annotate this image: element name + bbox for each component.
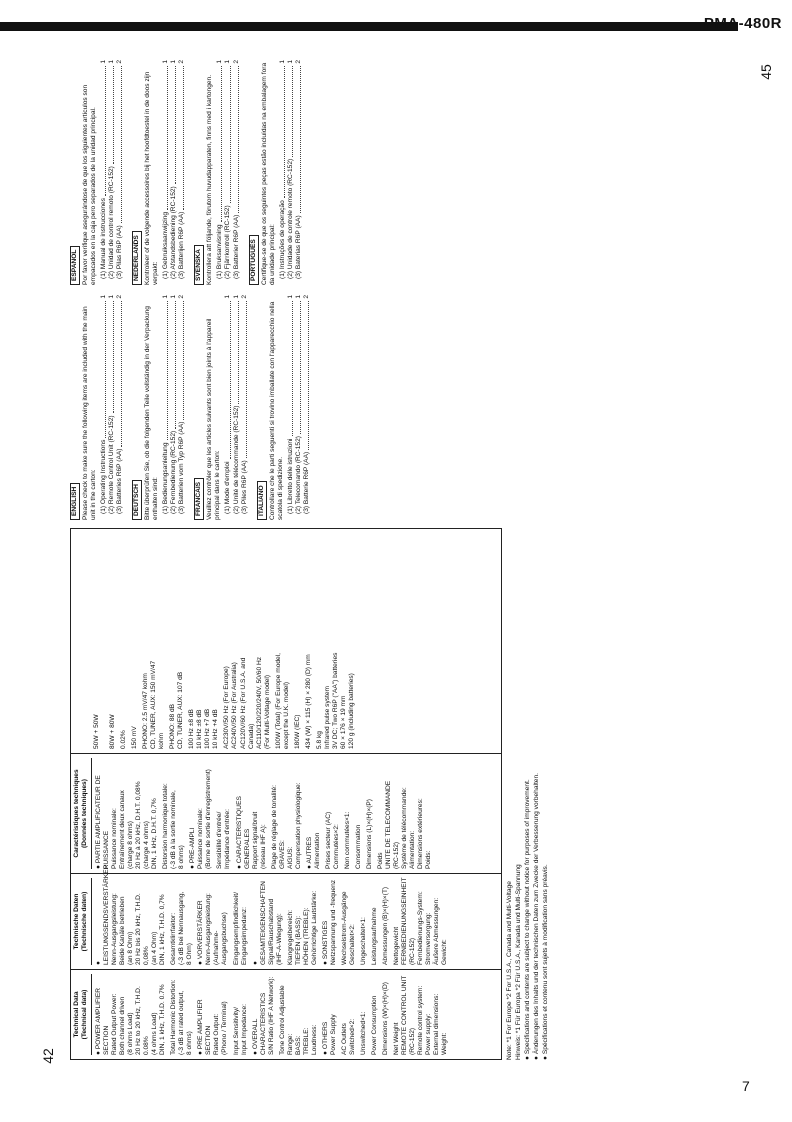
spec-col-english xyxy=(71,969,501,1059)
lang-item-label: (3) Baterias R6P (AA) xyxy=(294,215,302,279)
leader-dots xyxy=(224,66,230,204)
lang-item-label: (2) Fjärrkontroll (RC-152) xyxy=(224,205,232,279)
lang-item-qty: 1 xyxy=(224,60,232,64)
leader-dots xyxy=(295,66,301,214)
spec-row-english: Input Sensitivity/ Input Impedance: xyxy=(232,1004,248,1055)
lang-block xyxy=(70,295,124,520)
spec-row-value: PHONO: 2.5 mV/47 kohm CD, TUNER, AUX: 150 mV/47 kohm xyxy=(142,660,166,749)
lang-heading: NEDERLANDS xyxy=(132,231,142,285)
lang-heading: ITALIANO xyxy=(257,481,267,520)
spec-row-english: ● OVERALL CHARACTERISTICS S/N Ratio (IHF A Network): xyxy=(251,976,275,1055)
lang-intro: Por favor verifique asegurándose de que los siguientes artículos son empacados en la caja pero separados de la unidad principal. xyxy=(82,84,98,285)
lang-item xyxy=(224,60,232,285)
lang-heading: SVENSKA xyxy=(194,245,204,285)
spec-note: ● Spécifications et contenu sont sujets à modification sans préavis. xyxy=(542,864,550,1060)
lang-block xyxy=(194,60,240,285)
lang-item-label: (2) Unité de télécommande (RC-152) xyxy=(232,405,240,514)
rotated-content xyxy=(70,60,730,1060)
leader-dots xyxy=(108,66,114,164)
spec-row-english: ● POWER AMPLIFIER SECTION Rated Output Power: Both channel driven (8 ohms Load) 20 Hz to 20 kHz, T.H.D. 0.08% (4 ohms Load) DIN, 1 kHz, T.H.D. 0.7% xyxy=(95,984,167,1055)
spec-row-german: Nettogewicht FERNBEDIENUNGSEINHEIT (RC-152) Fernbedienungs-System: Stromversorgung: Äußere Abmessungen: Gewicht: xyxy=(393,877,449,965)
leader-dots xyxy=(108,301,114,414)
lang-item xyxy=(224,295,232,520)
lang-item-label: (3) Piles R6P (AA) xyxy=(240,460,248,514)
model-name: PMA-480R xyxy=(703,15,782,32)
spec-row-english: ● PRE AMPLIFIER SECTION Rated Output: (Phono / Terminal) xyxy=(197,999,229,1055)
lang-item-qty: 1 xyxy=(162,295,170,299)
lang-intro: Veuillez contrôler que les articles suivants sont bien joints à l'appareil principal dans le carton: xyxy=(206,318,222,520)
lang-block xyxy=(70,60,124,285)
spec-row-german: Eingangsempfindlichkeit/ Eingangsimpedanz: xyxy=(232,892,248,965)
spec-row-english: Net Weight REMOTE CONTROL UNIT (RC-152) Remote control system: Power supply: External dimensions: Weight: xyxy=(393,975,449,1055)
spec-row-french: Consommation xyxy=(354,824,362,869)
lang-item xyxy=(162,60,170,285)
spec-row-value: 180W (IEC) xyxy=(293,714,301,749)
lang-item-qty: 1 xyxy=(294,295,302,299)
lang-item-label: (3) Batterien vom Typ R6P (AA) xyxy=(178,421,186,514)
spec-row-german: Ungeschaltet×1: xyxy=(359,917,367,965)
lang-item-label: (1) Instruções de operação xyxy=(278,200,286,279)
header-rule xyxy=(0,22,738,31)
lang-item xyxy=(108,295,116,520)
lang-item-qty: 2 xyxy=(232,60,240,64)
spec-row-german: ● GESAMTEIGENSCHAFTEN Signal/Rauschabstand (IHF-A-Wiegung): xyxy=(251,881,283,965)
lang-item-qty: 2 xyxy=(302,295,310,299)
spec-row-value: 434 (W) × 115 (H) × 280 (D) mm xyxy=(304,654,312,749)
lang-block xyxy=(132,295,186,520)
leader-dots xyxy=(233,66,239,213)
spec-row-value: 50W + 50W 80W + 80W xyxy=(93,714,117,749)
leader-dots xyxy=(162,66,168,210)
leader-dots xyxy=(170,301,176,429)
leader-dots xyxy=(233,301,239,404)
leader-dots xyxy=(116,66,122,224)
lang-block xyxy=(132,60,186,285)
lang-item xyxy=(170,295,178,520)
lang-intro: Controllare che le parti seguenti si trovino imballate con l'apparecchio nella scatola di spedizione. xyxy=(268,301,284,520)
leader-dots xyxy=(287,301,293,437)
lang-intro: Bitte überprüfen Sie, ob die folgenden Teile vollständig in der Verpackung enthalten sind: xyxy=(144,306,160,520)
spec-note: Hinweis: *1 Für Europa *2 Für U.S.A., Kanada und Multi-Spannung xyxy=(515,864,523,1060)
lang-heading: ESPAÑOL xyxy=(70,246,80,285)
lang-item-label: (3) Batteries R6P (AA) xyxy=(116,448,124,514)
lang-item xyxy=(287,60,295,285)
spec-row-french: Plage de réglage de tonalité: GRAVES: AIGUS: Compensation physiologique: xyxy=(270,782,302,869)
lang-item-label: (2) Unidade de controle remoto (RC-152) xyxy=(286,158,294,279)
spec-row-german: Gesamtklirrfaktor: (-3 dB bei Nennausgang, 8 Ohm) xyxy=(170,891,194,965)
lang-item-qty: 1 xyxy=(170,295,178,299)
spec-row-german: Leistungsaufnahme xyxy=(370,907,378,965)
lang-item-label: (1) Manual de instrucciones xyxy=(100,198,108,279)
lang-item-qty: 2 xyxy=(240,295,248,299)
lang-item xyxy=(279,60,287,285)
spec-row-german: Abmessungen (B)×(H)×(T) xyxy=(382,886,389,965)
spec-head-german: Technische Daten (Technische daten) xyxy=(73,878,92,965)
leader-dots xyxy=(216,66,222,223)
lang-item-label: (3) Pilas R6P (AA) xyxy=(116,225,124,279)
leader-dots xyxy=(100,301,106,438)
spec-row-value: 150 mV xyxy=(131,726,139,749)
lang-item-qty: 2 xyxy=(294,60,302,64)
spec-row-french: Distorsion harmonique totale: (-3 dB à la sortie nominale, 8 ohms) xyxy=(162,783,186,869)
spec-note: Note: *1 For Europe *2 For U.S.A., Canada and Multi-Voltage xyxy=(506,881,513,1060)
lang-item-qty: 1 xyxy=(216,60,224,64)
leader-dots xyxy=(178,301,184,420)
lang-intro: Kontroleer of de volgende accessoires bij het hoofdtoestel in de doos zijn verpakt: xyxy=(144,71,160,285)
lang-item xyxy=(303,295,311,520)
lang-item-label: (1) Mode d'emploi xyxy=(224,461,232,514)
spec-row-value: 100W (Total) (For Europe model, except the U.K. model) xyxy=(274,652,290,749)
spec-row-english: Unswitched×1: xyxy=(359,1011,367,1055)
lang-item-label: (2) Unidad de control remoto (RC-152) xyxy=(108,166,116,279)
lang-item-qty: 1 xyxy=(100,295,108,299)
lang-item-qty: 1 xyxy=(108,295,116,299)
lang-item-label: (3) Batterier R6P (AA) xyxy=(232,214,240,279)
spec-row-value: 0.02% xyxy=(120,730,128,749)
spec-row-french: ● CARACTERISTIQUES GENERALES Rapport signal/bruit (réseau IHF A): xyxy=(235,796,267,869)
lang-item-label: (3) Batterie R6P (AA) xyxy=(302,451,310,514)
spec-notes xyxy=(506,530,551,1060)
lang-heading: ENGLISH xyxy=(70,483,80,520)
leader-dots xyxy=(170,66,176,185)
spec-row-english: Power Consumption xyxy=(370,995,378,1055)
lang-item xyxy=(287,295,295,520)
lang-col-left xyxy=(70,295,319,520)
lang-item-qty: 2 xyxy=(178,295,186,299)
lang-item-label: (1) Operating Instructions xyxy=(100,439,108,514)
lang-item xyxy=(178,295,186,520)
leader-dots xyxy=(241,301,247,459)
spec-row-german: ● LEISTUNGSENDSVERSTÄRKER Nenn-Ausgangsleistung: Beide Kanäle betrieben (an 8 Ohm) 20 Hz bis 20 kHz, T.H.D. 0,08% (an 4 Ohm) DIN, 1 kHz, T.H.D. 0,7% xyxy=(95,864,167,965)
spec-col-values xyxy=(71,529,501,753)
lang-item-label: (3) Batterijen R6P (AA) xyxy=(178,211,186,279)
lang-heading: PORTUGUÊS xyxy=(249,235,259,285)
lang-block xyxy=(194,295,248,520)
lang-item-qty: 2 xyxy=(116,295,124,299)
lang-block xyxy=(249,60,303,285)
lang-item xyxy=(241,295,249,520)
lang-item-qty: 2 xyxy=(178,60,186,64)
leader-dots xyxy=(116,301,122,447)
lang-item xyxy=(295,60,303,285)
lang-item-label: (1) Bruksanvisning xyxy=(216,224,224,279)
spec-row-value: 5.8 kg Infrared pulse system 3V DC; Two R6P ("AA") batteries 60 × 176 × 19 mm 120 g (including batteries) xyxy=(315,652,355,749)
leader-dots xyxy=(287,66,293,157)
spec-row-german: ● VORVERSTÄRKER Nenn-Ausgangsleistung: (Aufnahme-Ausgangsbuchse) xyxy=(197,893,229,965)
spec-row-german: Klangregelbereich: TIEFEN (BASS): HÖHEN (TREBLE): Gehörrichtige Lautstärke: xyxy=(286,890,318,965)
page-number-bottom-right: 7 xyxy=(742,1078,750,1094)
spec-note: ● Änderungen des Inhalts und der technischen Daten zum Zwecke der Verbesserung vorbehalten. xyxy=(533,773,541,1060)
spec-table xyxy=(70,528,502,1060)
spec-note: ● Specifications and contents are subject to change without notice for purposes of improvement. xyxy=(524,779,532,1060)
lang-heading: FRANCAIS xyxy=(194,478,204,520)
lang-item-qty: 1 xyxy=(162,60,170,64)
lang-intro: Please check to make sure the following items are included with the main unit in the carton: xyxy=(82,306,98,520)
spec-row-value: AC230V/50 Hz (For Europe) AC240V/50 Hz (For Australia) AC120V/60 Hz (For U.S.A. and Canada) AC110/120/220/240V, 50/60 Hz (For Multi-Voltage model) xyxy=(223,656,271,749)
lang-item-label: (2) Fernbedienung (RC-152) xyxy=(170,430,178,514)
spec-col-german xyxy=(71,864,501,969)
lang-item-label: (1) Bedienungsanleitung xyxy=(162,442,170,514)
lang-item-qty: 1 xyxy=(100,60,108,64)
spec-row-value: PHONO: 88 dB CD, TUNER, AUX: 107 dB xyxy=(169,671,185,749)
spec-row-french: ● PARTIE AMPLIFICATEUR DE PUISSANCE Puissance nominale: Entraînement deux canaux (charge 8 ohms) 20 Hz à 20 kHz, D.H.T. 0,08% (charge 4 ohms) DIN, 1 kHz, D.H.T. 0,7% xyxy=(95,775,159,869)
spec-row-value: 100 Hz ±8 dB 10 kHz ±8 dB 100 Hz +7 dB 10 kHz +4 dB xyxy=(188,708,220,749)
lang-item-label: (2) Afstandsbediening (RC-152) xyxy=(170,186,178,279)
spec-row-german: ● SONSTIGES Netzspannung und -frequenz xyxy=(321,879,337,965)
spec-row-english: Dimensions (W)×(H)×(D) xyxy=(382,982,389,1055)
spec-head-french: Caractéristiques techniques (Données techniques) xyxy=(73,758,92,869)
lang-item-label: (2) Remote Control Unit (RC-152) xyxy=(108,415,116,514)
lang-item xyxy=(216,60,224,285)
lang-heading: DEUTSCH xyxy=(132,480,142,520)
leader-dots xyxy=(295,301,301,434)
spec-row-french: ● PRE-AMPLI Puissance nominale: (Borne de sortie d'enregistrement) xyxy=(189,769,213,869)
leader-dots xyxy=(224,301,230,460)
lang-item-qty: 1 xyxy=(224,295,232,299)
lang-item xyxy=(178,60,186,285)
lang-item xyxy=(100,295,108,520)
spec-row-german: Wechselstrom-Ausgänge Geschaltet×2: xyxy=(340,891,356,965)
lang-item-qty: 1 xyxy=(232,295,240,299)
lang-item-qty: 1 xyxy=(170,60,178,64)
lang-intro: Certifique-se de que os seguintes peças estão incluídas na embalagem fora da unidade principal: xyxy=(260,62,276,285)
spec-row-french: Dimensions (L)×(H)×(P) xyxy=(365,799,373,869)
lang-col-right xyxy=(70,60,311,285)
leader-dots xyxy=(279,66,285,199)
lang-item xyxy=(233,295,241,520)
lang-item-qty: 1 xyxy=(286,60,294,64)
spec-row-english: AC Outlets Switched×2: xyxy=(340,1018,356,1055)
spec-row-french: ● AUTRES Alimentation xyxy=(305,832,321,869)
lang-block xyxy=(257,295,311,520)
lang-item xyxy=(116,60,124,285)
lang-item-label: (1) Libretto delle istruzioni xyxy=(286,438,294,514)
spec-row-english: Total Harmonic Distortion: (-3 dB at rated output, 8 ohms) xyxy=(170,979,194,1055)
page-number-bottom-left: 42 xyxy=(39,1048,56,1064)
lang-item xyxy=(233,60,241,285)
spec-row-french: Non commutées×1: xyxy=(343,811,351,869)
page-number-top: 45 xyxy=(758,64,775,80)
spec-row-english: Tone Control Adjustable Range: BASS: TREBLE: Loudness: xyxy=(278,985,318,1055)
lang-item-qty: 1 xyxy=(278,60,286,64)
leader-dots xyxy=(303,301,309,450)
spec-head-english: Technical Data (Technical data) xyxy=(73,974,92,1055)
leader-dots xyxy=(162,301,168,441)
lang-item xyxy=(108,60,116,285)
lang-item-label: (2) Telecomando (RC-152) xyxy=(294,436,302,514)
lang-item-qty: 1 xyxy=(108,60,116,64)
spec-section xyxy=(70,530,550,1060)
lang-item xyxy=(170,60,178,285)
lang-item xyxy=(162,295,170,520)
spec-col-french xyxy=(71,753,501,873)
lang-item xyxy=(100,60,108,285)
spec-row-french: Sensibilité d'entrée/ Impédance d'entrée: xyxy=(216,809,232,869)
lang-intro: Kontrollera att följande, förutom huvudapparaten, finns med i kartongen. xyxy=(206,74,214,285)
spec-row-english: ● OTHERS Power Supply xyxy=(321,1014,337,1055)
leader-dots xyxy=(100,66,106,196)
leader-dots xyxy=(178,66,184,210)
lang-item-qty: 2 xyxy=(116,60,124,64)
spec-row-french: Prises secteur (AC) Commutées×2: xyxy=(324,811,340,869)
spec-row-french: Poids UNITE DE TELECOMMANDE (RC-152) Système de télécommande: Alimentation: Dimensions extérieures: Poids: xyxy=(376,780,433,869)
lang-item xyxy=(116,295,124,520)
contents-check-section xyxy=(70,60,730,520)
lang-item-label: (1) Gebruiksaanwijzing xyxy=(162,211,170,279)
lang-item xyxy=(295,295,303,520)
lang-item-qty: 1 xyxy=(286,295,294,299)
